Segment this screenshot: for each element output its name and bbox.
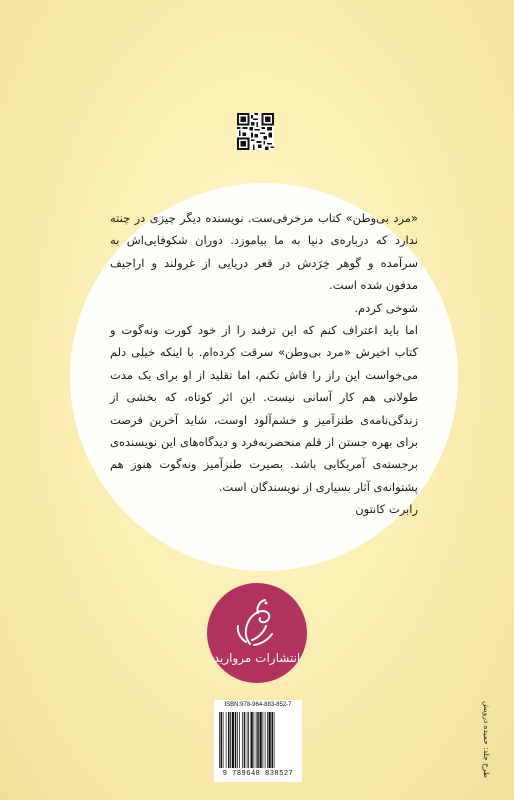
blurb-paragraph-3: اما باید اعتراف کنم که این ترفند را از خود کورت ونه‌گوت و کتاب اخیرش «مرد بی‌وطن» سرقت کرده‌ام. با اینکه خیلی دلم می‌خواست این راز را فاش نکنم، اما تقلید از او برای یک مدت طولانی هم کار آسانی نیست. این اثر کوتاه، که بخشی از زندگی‌نامه‌ی طنزآمیز و خشم‌آلود اوست، شاید آخرین فرصت برای بهره جستن از قلم منحصربه‌فرد و دیدگاه‌های این نویسنده‌ی برجسته‌ی آمریکایی باشد. بصیرت طنزآمیز ونه‌گوت هنوز هم پشتوانه‌ی آثار بسیاری از نویسندگان است. (110, 323, 418, 494)
blurb-author: رابرت کانتون (355, 502, 418, 517)
barcode-bar (263, 712, 264, 768)
barcode-bar (260, 712, 262, 768)
barcode-bar (239, 712, 240, 768)
barcode-bar (267, 712, 268, 768)
blurb-paragraph-2: شوخی کردم. (354, 300, 418, 315)
barcode-bar (244, 712, 246, 768)
publisher-logo (206, 582, 308, 684)
barcode-bar (265, 712, 266, 768)
barcode-bar (223, 712, 224, 768)
qr-code (237, 113, 274, 150)
barcode-bar (274, 712, 275, 768)
barcode-bar (232, 712, 234, 768)
back-cover-blurb (110, 207, 418, 521)
barcode (214, 700, 302, 782)
barcode-bar (235, 712, 237, 768)
barcode-bar (247, 712, 248, 768)
barcode-bar (242, 712, 243, 768)
barcode-bar (237, 712, 238, 768)
barcode-bar (272, 712, 274, 768)
publisher-name: انتشارات مروارید (213, 651, 301, 665)
barcode-bar (248, 712, 249, 768)
cover-design-credit: طرح جلد: حمیده درویش (482, 700, 491, 778)
barcode-bar (226, 712, 227, 768)
barcode-bar (256, 712, 257, 768)
barcode-bar (269, 712, 271, 768)
barcode-bar (228, 712, 230, 768)
barcode-bars (218, 712, 298, 768)
barcode-digits: 9 789648 838527 (222, 770, 294, 778)
barcode-bar (221, 712, 223, 768)
barcode-bar (251, 712, 253, 768)
barcode-bar (230, 712, 231, 768)
barcode-bar (254, 712, 255, 768)
isbn-number: ISBN:978-964-883-852-7 (224, 702, 292, 708)
barcode-bar (219, 712, 220, 768)
barcode-bar (257, 712, 259, 768)
blurb-paragraph-1: «مرد بی‌وطن» کتاب مزخرفی‌ست. نویسنده دیگر چیزی در چنته ندارد که درباره‌ی دنیا به ما بیاموزد. دوران شکوفایی‌اش به سرآمده و گوهر خِرَدش در قعر دریایی از غرولند و اراجیف مدفون شده است. (110, 211, 418, 293)
